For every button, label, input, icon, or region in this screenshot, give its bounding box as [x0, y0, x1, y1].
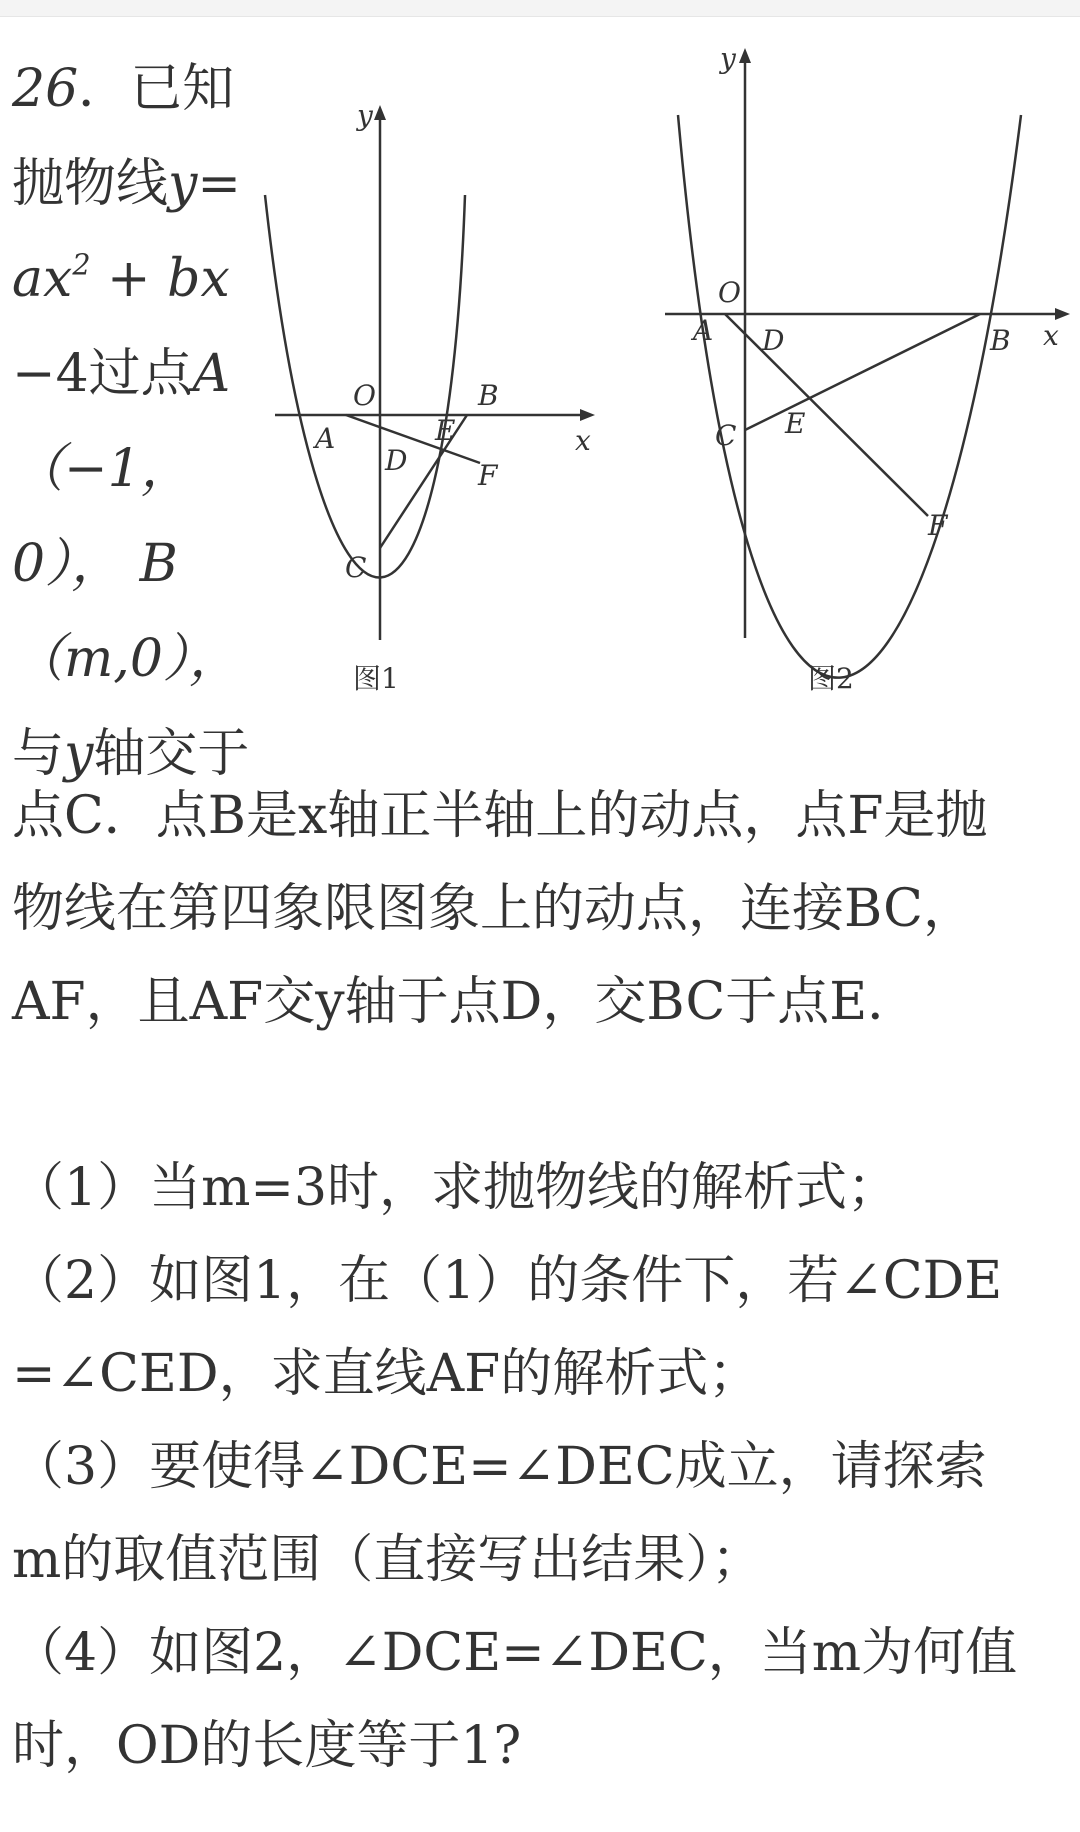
- question-line: =∠CED，求直线AF的解析式；: [12, 1344, 761, 1404]
- line-AF: [725, 314, 928, 516]
- caption-figure-2: 图2: [808, 662, 854, 695]
- question-line: （4）如图2，∠DCE=∠DEC，当m为何值: [12, 1623, 1018, 1683]
- label-A: A: [315, 422, 336, 455]
- label-A: A: [693, 314, 714, 347]
- label-x: x: [575, 424, 591, 457]
- label-D: D: [762, 324, 785, 357]
- body-line: 点C．点B是x轴正半轴上的动点，点F是抛: [12, 786, 988, 846]
- label-E: E: [435, 414, 456, 447]
- caption-figure-1: 图1: [353, 662, 399, 695]
- intro-line-3: $ax^2$ + bx: [12, 247, 230, 309]
- label-F: F: [478, 459, 498, 492]
- x-arrow-icon: [580, 409, 595, 421]
- body-line: 物线在第四象限图象上的动点，连接BC，: [12, 879, 975, 939]
- label-O: O: [353, 379, 376, 412]
- intro-line-8: 与y轴交于: [12, 724, 250, 784]
- intro-line-7: （m,0），: [12, 629, 241, 689]
- label-x: x: [1043, 319, 1059, 352]
- label-B: B: [478, 379, 499, 412]
- label-F: F: [928, 509, 948, 542]
- label-E: E: [785, 407, 806, 440]
- label-y: y: [357, 99, 373, 132]
- line-AF: [346, 415, 480, 463]
- intro-line-4: −4过点A: [12, 344, 231, 404]
- question-line: （2）如图1，在（1）的条件下，若∠CDE: [12, 1251, 1003, 1311]
- label-y: y: [720, 42, 736, 75]
- question-line: 时，OD的长度等于1?: [12, 1716, 522, 1776]
- spacer: [12, 1049, 1072, 1142]
- intro-line-1: 26．已知: [12, 59, 235, 119]
- y-arrow-icon: [739, 48, 751, 63]
- parabola: [678, 115, 1021, 678]
- label-O: O: [718, 276, 741, 309]
- label-D: D: [385, 444, 408, 477]
- intro-line-6: 0）， B: [12, 534, 178, 594]
- problem-body: [12, 770, 1072, 1793]
- figure-2: [660, 40, 1060, 700]
- label-C: C: [715, 419, 737, 452]
- body-line: AF，且AF交y轴于点D，交BC于点E．: [12, 972, 920, 1032]
- top-bar: [0, 0, 1080, 17]
- figure-1: [265, 99, 591, 700]
- question-line: （3）要使得∠DCE=∠DEC成立，请探索: [12, 1437, 987, 1497]
- problem-intro: [12, 42, 272, 802]
- intro-line-5: （−1，: [12, 439, 193, 499]
- question-line: m的取值范围（直接写出结果）；: [12, 1530, 764, 1590]
- label-B: B: [990, 324, 1011, 357]
- intro-line-2: 抛物线y=: [12, 154, 241, 214]
- question-line: （1）当m=3时，求抛物线的解析式；: [12, 1158, 900, 1218]
- y-arrow-icon: [374, 105, 386, 120]
- label-C: C: [345, 551, 367, 584]
